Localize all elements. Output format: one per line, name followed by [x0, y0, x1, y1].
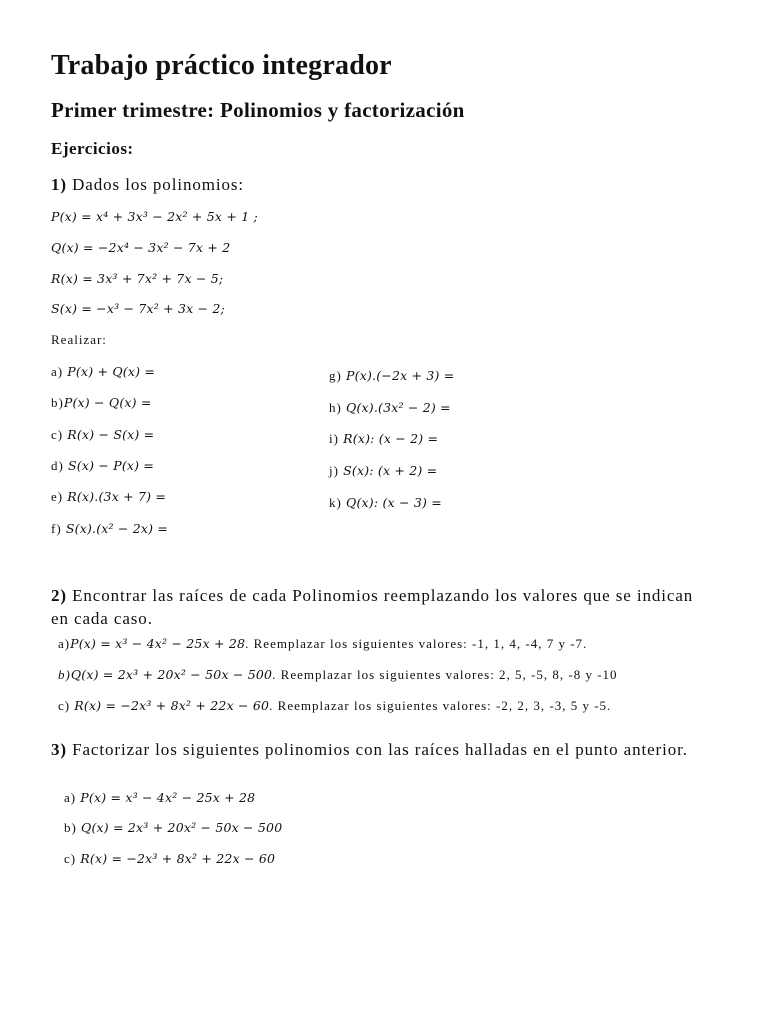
- exercise-2-number: 2): [51, 586, 67, 605]
- operation-expression: R(x) − S(x) =: [67, 427, 155, 442]
- operation-label: c): [51, 427, 64, 442]
- exercise-3-heading: [51, 738, 701, 761]
- document-subtitle: Primer trimestre: Polinomios y factorización: [51, 98, 465, 122]
- operation-label: k): [329, 495, 342, 510]
- operation-expression: R(x): (x − 2) =: [343, 431, 439, 446]
- section-heading: Ejercicios:: [51, 139, 134, 158]
- factor-label: c): [64, 851, 77, 866]
- polynomial-s: S(x) = −x³ − 7x² + 3x − 2;: [51, 301, 225, 316]
- exercise-1-heading: [51, 175, 244, 195]
- operation-label: f): [51, 521, 62, 536]
- operation-label: d): [51, 458, 64, 473]
- operation-item: [51, 489, 166, 505]
- exercise-3-number: 3): [51, 740, 67, 759]
- operation-expression: S(x).(x² − 2x) =: [65, 521, 169, 536]
- exercise-2-text: Encontrar las raíces de cada Polinomios reemplazando los valores que se indican en cada caso.: [51, 586, 694, 628]
- roots-item: [58, 667, 618, 683]
- operation-expression: S(x) − P(x) =: [68, 458, 155, 473]
- exercise-1-intro: Dados los polinomios:: [72, 175, 245, 194]
- factor-label: a): [64, 790, 77, 805]
- operation-item: [329, 431, 438, 447]
- operation-expression: S(x): (x + 2) =: [343, 463, 438, 478]
- operation-item: [51, 458, 154, 474]
- factor-expression: P(x) = x³ − 4x² − 25x + 28: [80, 790, 256, 805]
- exercise-1-number: 1): [51, 175, 67, 194]
- roots-instruction: . Reemplazar los siguientes valores: 2, 5, -5, 8, -8 y -10: [272, 667, 618, 682]
- operation-label: i): [329, 431, 339, 446]
- factor-label: b): [64, 820, 77, 835]
- operation-label: j): [329, 463, 339, 478]
- roots-expression: P(x) = x³ − 4x² − 25x + 28: [70, 636, 246, 651]
- polynomial-q: Q(x) = −2x⁴ − 3x² − 7x + 2: [51, 240, 231, 255]
- operation-label: h): [329, 400, 342, 415]
- operation-expression: P(x).(−2x + 3) =: [346, 368, 455, 383]
- operation-item: [51, 521, 168, 537]
- roots-label: a): [58, 636, 71, 651]
- operation-item: [329, 463, 437, 479]
- operation-item: [329, 368, 454, 384]
- operation-label: b): [51, 395, 64, 410]
- factor-item: [64, 851, 275, 867]
- exercise-2-heading: [51, 584, 701, 630]
- operation-item: [51, 395, 152, 411]
- roots-instruction: . Reemplazar los siguientes valores: -1, 1, 4, -4, 7 y -7.: [245, 636, 588, 651]
- factor-expression: Q(x) = 2x³ + 20x² − 50x − 500: [81, 820, 283, 835]
- operation-expression: P(x) − Q(x) =: [63, 395, 152, 410]
- operation-label: e): [51, 489, 64, 504]
- factor-item: [64, 820, 282, 836]
- operation-item: [51, 364, 155, 380]
- operation-expression: P(x) + Q(x) =: [67, 364, 156, 379]
- operation-expression: R(x).(3x + 7) =: [67, 489, 167, 504]
- roots-expression: R(x) = −2x³ + 8x² + 22x − 60: [74, 698, 270, 713]
- operation-expression: Q(x): (x − 3) =: [346, 495, 442, 510]
- factor-expression: R(x) = −2x³ + 8x² + 22x − 60: [80, 851, 276, 866]
- roots-label: b): [58, 667, 71, 682]
- factor-item: [64, 790, 255, 806]
- operation-label: a): [51, 364, 64, 379]
- roots-expression: Q(x) = 2x³ + 20x² − 50x − 500: [70, 667, 273, 682]
- roots-instruction: . Reemplazar los siguientes valores: -2, 2, 3, -3, 5 y -5.: [269, 698, 612, 713]
- exercise-3-text: Factorizar los siguientes polinomios con las raíces halladas en el punto anterior.: [72, 740, 688, 759]
- roots-label: c): [58, 698, 71, 713]
- operation-label: g): [329, 368, 342, 383]
- polynomial-p: P(x) = x⁴ + 3x³ − 2x² + 5x + 1 ;: [51, 209, 258, 224]
- roots-item: [58, 636, 587, 652]
- roots-item: [58, 698, 611, 714]
- document-title: Trabajo práctico integrador: [51, 50, 392, 81]
- operation-item: [329, 495, 442, 511]
- polynomial-r: R(x) = 3x³ + 7x² + 7x − 5;: [51, 271, 224, 286]
- operation-item: [329, 400, 451, 416]
- operation-item: [51, 427, 154, 443]
- operation-expression: Q(x).(3x² − 2) =: [346, 400, 451, 415]
- realizar-label: Realizar:: [51, 332, 107, 347]
